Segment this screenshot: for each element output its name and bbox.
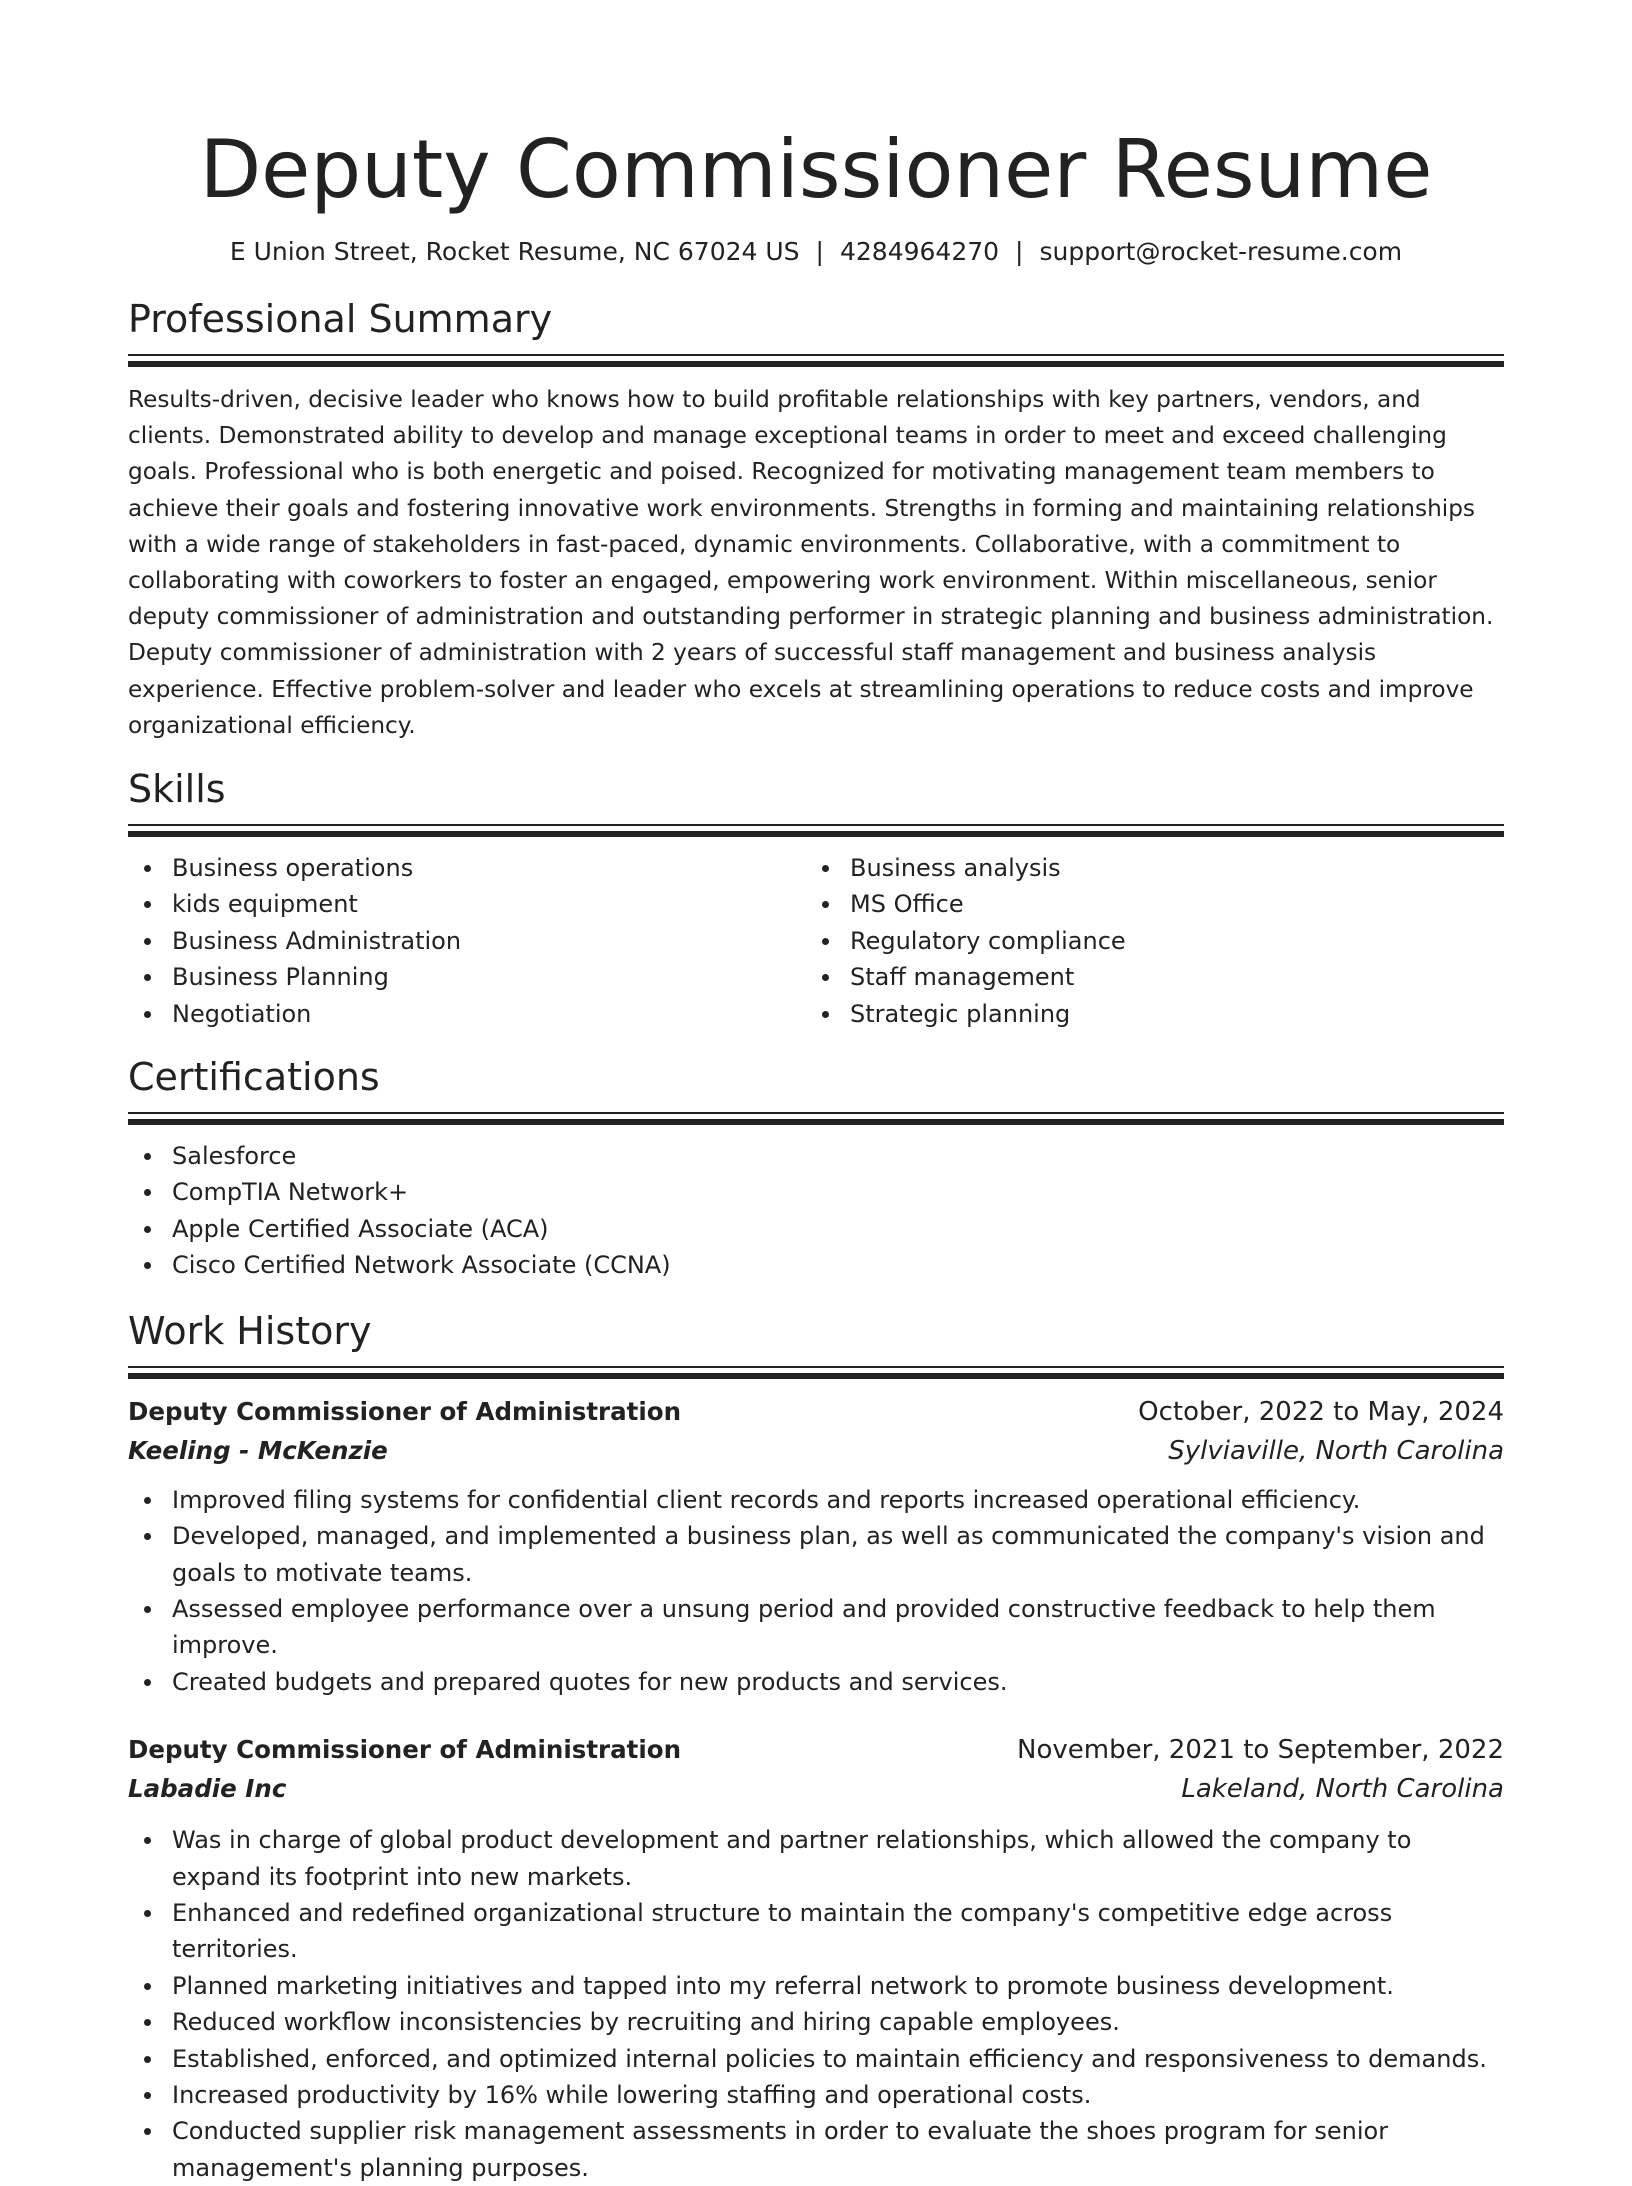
job-bullet: Enhanced and redefined organizational structure to maintain the company's competitive edge across territories. [172,1895,1504,1968]
contact-line [128,236,1504,268]
job-bullet: Improved filing systems for confidential client records and reports increased operational efficiency. [172,1482,1504,1518]
professional-summary-section [128,296,1504,744]
contact-separator: | [815,237,824,266]
job-title: Deputy Commissioner of Administration [128,1396,682,1426]
job-bullet: Assessed employee performance over a unsung period and provided constructive feedback to help them improve. [172,1591,1504,1664]
summary-text: Results-driven, decisive leader who knows how to build profitable relationships with key partners, vendors, and clients. Demonstrated ability to develop and manage exceptional teams in order to meet and exceed challenging goals. Professional who is both energetic and poised. Recognized for motivating management team members to achieve their goals and fostering innovative work environments. Strengths in forming and maintaining relationships with a wide range of stakeholders in fast-paced, dynamic environments. Collaborative, with a commitment to collaborating with coworkers to foster an engaged, empowering work environment. Within miscellaneous, senior deputy commissioner of administration and outstanding performer in strategic planning and business administration. Deputy commissioner of administration with 2 years of successful staff management and business analysis experience. Effective problem-solver and leader who excels at streamlining operations to reduce costs and improve organizational efficiency. [128,386,1494,739]
job-bullet: Created budgets and prepared quotes for new products and services. [172,1664,1504,1700]
contact-email: support@rocket-resume.com [1039,237,1403,266]
job-company: Labadie Inc [128,1774,287,1804]
job-location: Lakeland, North Carolina [1181,1774,1504,1805]
skills-list-right [806,850,1484,1032]
job-bullets [128,1822,1504,2186]
section-heading-work-history: Work History [128,1308,372,1353]
job-bullets [128,1482,1504,1700]
job-bullet: Increased productivity by 16% while lowering staffing and operational costs. [172,2077,1504,2113]
section-divider [128,824,1504,838]
contact-address: E Union Street, Rocket Resume, NC 67024 US [229,237,800,266]
skills-column-right [806,850,1484,1032]
skill-item: Business Planning [172,959,806,995]
work-history-section [128,1308,1504,2186]
job-dates: October, 2022 to May, 2024 [1138,1396,1504,1427]
job-bullet: Reduced workflow inconsistencies by recruiting and hiring capable employees. [172,2004,1504,2040]
skill-item: Business Administration [172,923,806,959]
job-title: Deputy Commissioner of Administration [128,1735,682,1765]
job-location: Sylviaville, North Carolina [1168,1435,1504,1466]
certification-item: Salesforce [172,1138,1504,1174]
resume-title: Deputy Commissioner Resume [199,123,1433,216]
job-dates: November, 2021 to September, 2022 [1017,1735,1504,1766]
section-divider [128,1112,1504,1126]
certification-item: Apple Certified Associate (ACA) [172,1211,1504,1247]
certifications-list [128,1138,1504,1284]
job-bullet: Developed, managed, and implemented a business plan, as well as communicated the company's vision and goals to motivate teams. [172,1518,1504,1591]
job-entry [128,1730,1504,2186]
skill-item: MS Office [850,886,1484,922]
job-subheader-row [128,1770,1504,1808]
skill-item: Business analysis [850,850,1484,886]
job-subheader-row [128,1432,1504,1470]
job-bullet: Conducted supplier risk management assessments in order to evaluate the shoes program for senior management's planning purposes. [172,2113,1504,2186]
skill-item: Strategic planning [850,996,1484,1032]
job-company: Keeling - McKenzie [128,1435,388,1465]
job-bullet: Established, enforced, and optimized internal policies to maintain efficiency and responsiveness to demands. [172,2041,1504,2077]
skills-column-left [128,850,806,1032]
job-bullet: Planned marketing initiatives and tapped into my referral network to promote business development. [172,1968,1504,2004]
skill-item: Staff management [850,959,1484,995]
skill-item: kids equipment [172,886,806,922]
section-divider [128,354,1504,368]
resume-page [128,0,1504,2186]
skills-list-left [128,850,806,1032]
certification-item: CompTIA Network+ [172,1174,1504,1210]
section-heading-skills: Skills [128,767,226,812]
job-entry [128,1392,1504,1700]
section-heading-summary: Professional Summary [128,297,553,341]
section-divider [128,1366,1504,1380]
certification-item: Cisco Certified Network Associate (CCNA) [172,1247,1504,1283]
skills-section [128,766,1504,1032]
skills-grid [128,850,1504,1032]
job-bullet: Was in charge of global product development and partner relationships, which allowed the company to expand its footprint into new markets. [172,1822,1504,1895]
skill-item: Regulatory compliance [850,923,1484,959]
certifications-section [128,1054,1504,1284]
skill-item: Business operations [172,850,806,886]
contact-phone: 4284964270 [839,237,1000,266]
job-header-row [128,1392,1504,1432]
contact-separator: | [1015,237,1024,266]
section-heading-certifications: Certifications [128,1055,380,1100]
job-header-row [128,1730,1504,1770]
skill-item: Negotiation [172,996,806,1032]
